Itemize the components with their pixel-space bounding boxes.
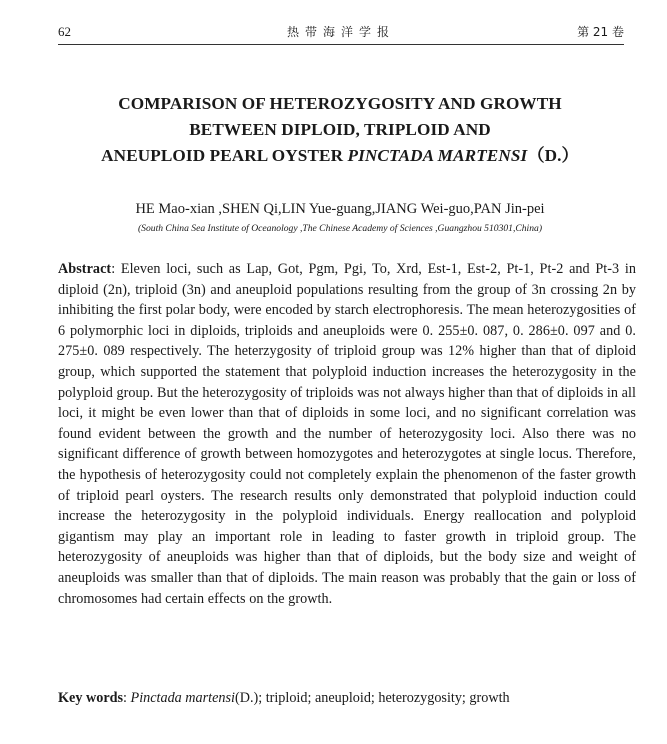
keywords [58, 688, 636, 708]
page-number: 62 [58, 24, 71, 39]
title-line-3-plain: ANEUPLOID PEARL OYSTER [101, 146, 348, 165]
abstract [58, 259, 636, 609]
title-line-2: BETWEEN DIPLOID, TRIPLOID AND [189, 120, 491, 139]
title-line-1: COMPARISON OF HETEROZYGOSITY AND GROWTH [118, 94, 562, 113]
title-line-3 [40, 143, 640, 169]
header-divider [58, 44, 624, 45]
volume-label: 第 21 卷 [577, 25, 624, 39]
running-header [58, 22, 624, 42]
paper-title [40, 91, 640, 169]
abstract-text: : Eleven loci, such as Lap, Got, Pgm, Pgi, To, Xrd, Est-1, Est-2, Pt-1, Pt-2 and Pt-3 in diploid (2n), triploid (3n) and aneuploid populations resulting from the group of 3n crossing 2n by inhibiting the first polar body, were encoded by starch electrophoresis. The mean heterozygosities of 6 polymorphic loci in diploids, triploids and aneuploids were 0. 255±0. 087, 0. 286±0. 097 and 0. 275±0. 089 respectively. The heterzygosity of triploid group was 12% higher than that of diploid group, which supported the statement that polyploid induction increases the heterozygosity in the polyploid group. But the heterozygosity of triploids was not always higher than that of diploids in all loci, it might be even lower than that of diploids in some loci, and no significant correlation was found evident between the growth and the number of heterozygosity loci. Also there was no significant difference of growth between homozygotes and heterozygotes at single locus. Therefore, the hypothesis of heterozygosity could not completely explain the phenomenon of the faster growth of triploid pearl oysters. The research results only demonstrated that polyploid induction could increase the heterozygosity in the polyploid individuals. Energy reallocation and polyploid gigantism may play an important role in leading to faster growth in triploid group. The heterozygosity of aneuploids was higher than that of diploids, but the body size and weight of aneuploids was smaller than that of diploids. The main reason was probably that the gain or loss of chromosomes had certain effects on the growth. [58, 261, 636, 607]
title-species: PINCTADA MARTENSI [347, 146, 528, 165]
keywords-rest: (D.); triploid; aneuploid; heterozygosity; growth [234, 690, 510, 706]
abstract-label: Abstract [58, 261, 112, 277]
keywords-label: Key words [58, 690, 124, 706]
journal-name: 热带海洋学报 [286, 25, 395, 39]
keywords-species: Pinctada martensi [130, 690, 235, 706]
author-list: HE Mao-xian ,SHEN Qi,LIN Yue-guang,JIANG Wei-guo,PAN Jin-pei [135, 201, 545, 217]
title-line-3-tail: （D.） [527, 146, 579, 165]
keywords-separator: : [123, 690, 131, 706]
affiliation: (South China Sea Institute of Oceanology ,The Chinese Academy of Sciences ,Guangzhou 510301,China) [137, 223, 543, 234]
